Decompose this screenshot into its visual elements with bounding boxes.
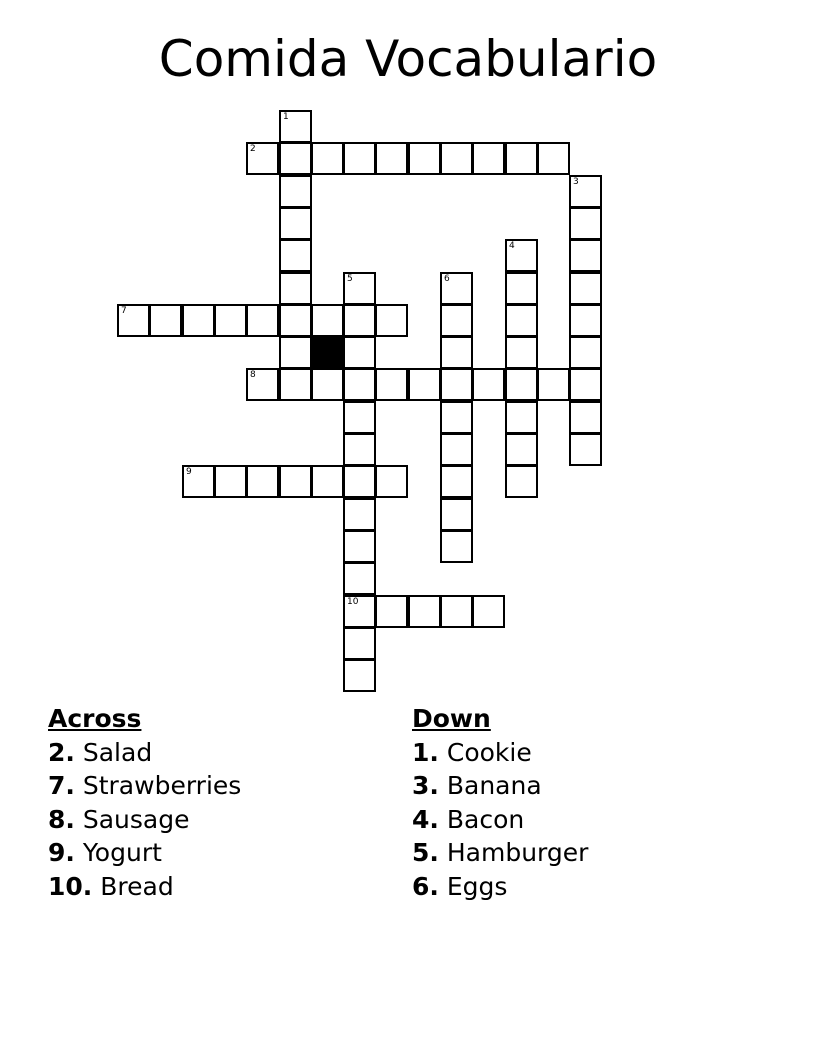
grid-cell[interactable] [569, 336, 602, 369]
clue-text: Banana [446, 771, 542, 800]
clue-number: 1. [412, 737, 439, 767]
grid-cell[interactable] [440, 401, 473, 434]
clue-number: 4. [412, 804, 439, 834]
grid-cell[interactable] [343, 304, 376, 337]
grid-cell[interactable] [182, 304, 215, 337]
grid-cell[interactable] [569, 433, 602, 466]
cell-number: 7 [121, 306, 127, 316]
grid-cell[interactable] [279, 368, 312, 401]
grid-cell[interactable] [440, 368, 473, 401]
grid-cell[interactable] [505, 239, 538, 272]
grid-cell[interactable] [569, 239, 602, 272]
grid-cell[interactable] [279, 465, 312, 498]
grid-cell[interactable] [505, 401, 538, 434]
clue-number: 5. [412, 838, 439, 867]
grid-cell[interactable] [117, 304, 150, 337]
grid-cell[interactable] [375, 368, 408, 401]
down-clues [412, 702, 588, 903]
grid-cell[interactable] [311, 465, 344, 498]
grid-cell[interactable] [246, 465, 279, 498]
grid-cell[interactable] [505, 142, 538, 175]
grid-cell[interactable] [440, 498, 473, 531]
grid-cell[interactable] [343, 142, 376, 175]
grid-cell[interactable] [375, 595, 408, 628]
grid-cell[interactable] [472, 142, 505, 175]
grid-cell[interactable] [472, 595, 505, 628]
grid-cell[interactable] [246, 304, 279, 337]
grid-cell[interactable] [279, 272, 312, 305]
grid-cell[interactable] [440, 433, 473, 466]
cell-number: 10 [347, 597, 359, 607]
across-clues [48, 702, 241, 903]
grid-cell[interactable] [505, 465, 538, 498]
grid-cell[interactable] [279, 207, 312, 240]
grid-cell[interactable] [440, 142, 473, 175]
grid-cell[interactable] [343, 433, 376, 466]
grid-cell[interactable] [569, 368, 602, 401]
grid-cell[interactable] [279, 175, 312, 208]
grid-cell[interactable] [311, 304, 344, 337]
grid-cell[interactable] [343, 336, 376, 369]
grid-cell[interactable] [311, 142, 344, 175]
clue-text: Yogurt [82, 838, 162, 867]
across-clue [48, 870, 241, 904]
cell-number: 2 [250, 144, 256, 154]
grid-cell[interactable] [246, 142, 279, 175]
grid-cell[interactable] [375, 142, 408, 175]
grid-cell[interactable] [214, 465, 247, 498]
clue-text: Eggs [446, 871, 508, 901]
grid-cell[interactable] [343, 401, 376, 434]
across-clue [48, 736, 241, 770]
grid-cell[interactable] [182, 465, 215, 498]
grid-cell[interactable] [343, 530, 376, 563]
down-clue [412, 870, 588, 904]
grid-cell[interactable] [505, 368, 538, 401]
clue-text: Bread [100, 871, 174, 901]
grid-cell[interactable] [343, 562, 376, 595]
grid-cell[interactable] [214, 304, 247, 337]
clue-number: 6. [412, 871, 439, 901]
clue-text: Hamburger [446, 838, 589, 867]
down-heading: Down [412, 704, 491, 733]
grid-cell[interactable] [569, 272, 602, 305]
across-clue [48, 769, 241, 803]
grid-cell[interactable] [569, 207, 602, 240]
grid-cell[interactable] [408, 142, 441, 175]
down-clue [412, 736, 588, 770]
clue-text: Strawberries [82, 771, 242, 800]
grid-cell[interactable] [343, 627, 376, 660]
grid-cell[interactable] [343, 272, 376, 305]
grid-cell[interactable] [569, 175, 602, 208]
down-clue [412, 836, 588, 870]
grid-cell[interactable] [408, 368, 441, 401]
grid-cell[interactable] [343, 465, 376, 498]
grid-cell[interactable] [279, 110, 312, 143]
grid-cell[interactable] [440, 530, 473, 563]
clue-number: 10. [48, 871, 93, 901]
blocked-cell [311, 336, 344, 369]
grid-cell[interactable] [505, 336, 538, 369]
grid-cell[interactable] [375, 304, 408, 337]
cell-number: 5 [347, 274, 353, 284]
grid-cell[interactable] [505, 433, 538, 466]
clue-number: 3. [412, 771, 439, 800]
grid-cell[interactable] [375, 465, 408, 498]
grid-cell[interactable] [440, 272, 473, 305]
across-clue [48, 836, 241, 870]
grid-cell[interactable] [537, 142, 570, 175]
grid-cell[interactable] [408, 595, 441, 628]
grid-cell[interactable] [537, 368, 570, 401]
down-clue [412, 769, 588, 803]
clue-number: 9. [48, 838, 75, 867]
page-title: Comida Vocabulario [158, 30, 658, 88]
clue-number: 2. [48, 737, 75, 767]
clue-text: Cookie [446, 737, 532, 767]
cell-number: 6 [444, 274, 450, 284]
cell-number: 1 [283, 112, 289, 122]
cell-number: 4 [509, 241, 515, 251]
grid-cell[interactable] [472, 368, 505, 401]
grid-cell[interactable] [311, 368, 344, 401]
cell-number: 9 [186, 467, 192, 477]
grid-cell[interactable] [279, 142, 312, 175]
down-clue [412, 803, 588, 837]
grid-cell[interactable] [569, 401, 602, 434]
grid-cell[interactable] [440, 304, 473, 337]
cell-number: 8 [250, 370, 256, 380]
grid-cell[interactable] [343, 498, 376, 531]
grid-cell[interactable] [505, 304, 538, 337]
cell-number: 3 [573, 177, 579, 187]
across-clue [48, 803, 241, 837]
grid-cell[interactable] [246, 368, 279, 401]
grid-cell[interactable] [440, 465, 473, 498]
grid-cell[interactable] [149, 304, 182, 337]
grid-cell[interactable] [505, 272, 538, 305]
clue-number: 8. [48, 804, 75, 834]
grid-cell[interactable] [569, 304, 602, 337]
grid-cell[interactable] [440, 336, 473, 369]
grid-cell[interactable] [343, 659, 376, 692]
grid-cell[interactable] [279, 336, 312, 369]
grid-cell[interactable] [440, 595, 473, 628]
grid-cell[interactable] [279, 239, 312, 272]
grid-cell[interactable] [343, 368, 376, 401]
clue-number: 7. [48, 771, 75, 800]
clue-text: Bacon [446, 804, 525, 834]
across-heading: Across [48, 704, 142, 733]
clue-text: Salad [82, 737, 153, 767]
grid-cell[interactable] [279, 304, 312, 337]
grid-cell[interactable] [343, 595, 376, 628]
clue-text: Sausage [82, 804, 190, 834]
